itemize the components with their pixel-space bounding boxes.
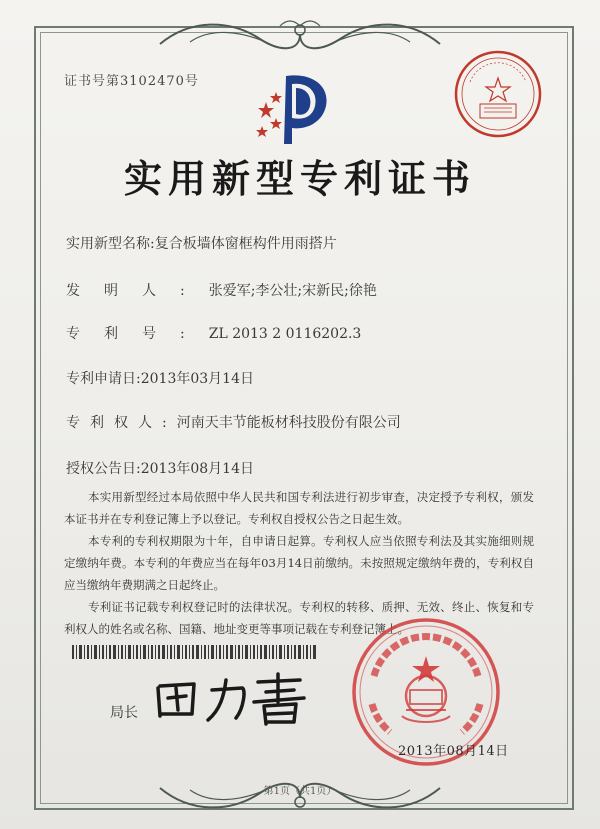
utility-model-name-field xyxy=(66,233,337,253)
field-label: 专利权人: xyxy=(66,415,177,431)
field-label: 发明人: xyxy=(66,283,209,299)
certificate-number: 证书号第3102470号 xyxy=(64,74,199,89)
page-number: 第1页（共1页） xyxy=(263,786,337,797)
field-value: 复合板墙体窗框构件用雨搭片 xyxy=(154,236,337,252)
body-paragraph-1: 本实用新型经过本局依照中华人民共和国专利法进行初步审查，决定授予专利权，颁发本证书并在专利登记簿上予以登记。专利权自授权公告之日起生效。 xyxy=(64,490,534,526)
top-ornament-icon xyxy=(150,14,450,60)
field-value: 2013年03月14日 xyxy=(140,371,254,387)
grant-date-field xyxy=(66,458,254,478)
director-signature-icon xyxy=(150,668,310,728)
certificate-title: 实用新型专利证书 xyxy=(123,156,476,201)
field-value: 张爱军;李公壮;宋新民;徐艳 xyxy=(208,283,377,299)
field-label: 实用新型名称: xyxy=(66,236,155,252)
field-label: 专利号: xyxy=(66,326,209,342)
patentee-field xyxy=(66,412,401,432)
field-label: 专利申请日: xyxy=(66,371,141,387)
inventors-field xyxy=(66,280,377,300)
field-value: 河南天丰节能板材科技股份有限公司 xyxy=(176,415,401,431)
director-label: 局长 xyxy=(110,705,138,721)
filing-date-field xyxy=(66,368,254,388)
field-label: 授权公告日: xyxy=(66,461,141,477)
barcode-icon xyxy=(72,645,318,659)
field-value: 2013年08月14日 xyxy=(140,461,254,477)
tax-stamp-seal-icon xyxy=(452,48,544,140)
patent-number-field xyxy=(66,323,361,343)
seal-date: 2013年08月14日 xyxy=(398,744,509,759)
body-paragraph-2: 本专利的专利权期限为十年，自申请日起算。专利权人应当依照专利法及其实施细则规定缴纳年费。本专利的年费应当在每年03月14日前缴纳。未按照规定缴纳年费的，专利权自应当缴纳年费期满之日起终止。 xyxy=(64,534,534,592)
field-value: ZL 2013 2 0116202.3 xyxy=(208,326,362,342)
body-paragraph-3: 专利证书记载专利权登记时的法律状况。专利权的转移、质押、无效、终止、恢复和专利权人的姓名或名称、国籍、地址变更等事项记载在专利登记簿上。 xyxy=(64,600,534,636)
patent-office-logo-icon xyxy=(252,68,334,150)
